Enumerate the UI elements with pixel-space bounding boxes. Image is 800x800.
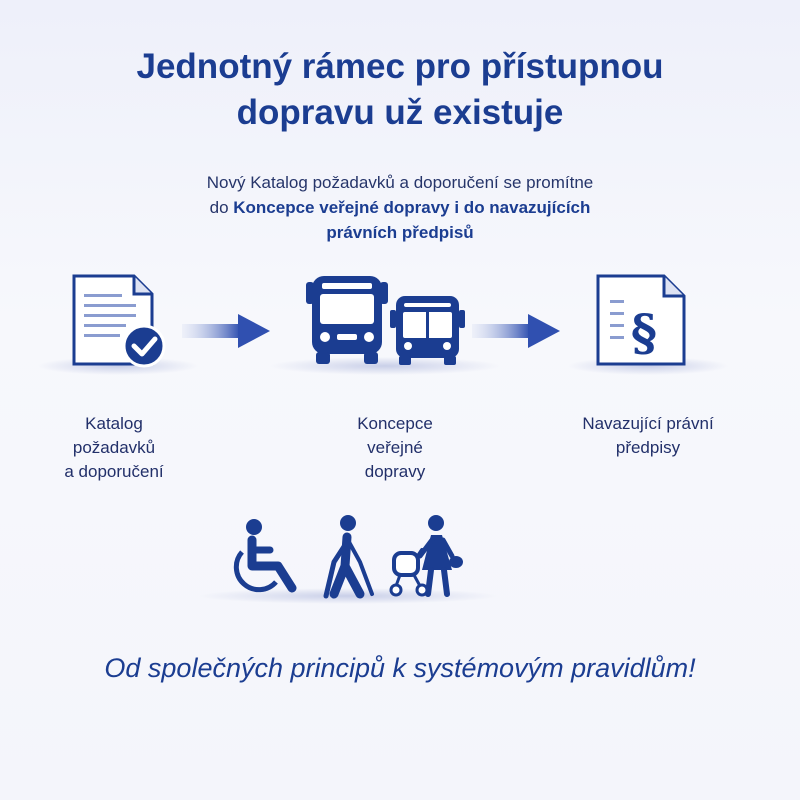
- parent-with-stroller-icon: [391, 515, 463, 595]
- subtitle-bold-2: právních předpisů: [326, 223, 474, 242]
- arrow-right-icon: [182, 314, 270, 348]
- blind-person-icon: [326, 515, 372, 596]
- arrow-right-icon: [472, 314, 560, 348]
- title-line-1: Jednotný rámec pro přístupnou: [136, 47, 664, 86]
- step-label-catalog: Katalog požadavků a doporučení: [64, 414, 164, 481]
- subtitle-bold-1: Koncepce veřejné dopravy i do navazujících: [233, 198, 591, 217]
- wheelchair-user-icon: [236, 519, 292, 590]
- title-line-2: dopravu už existuje: [236, 93, 564, 132]
- footer-slogan: Od společných principů k systémovým pravidlům!: [104, 653, 696, 683]
- subtitle-line-1: Nový Katalog požadavků a doporučení se promítne: [206, 173, 594, 192]
- checked-document-icon: [74, 276, 164, 366]
- subtitle-do: do: [209, 198, 229, 217]
- step-label-regulations: Navazující právní předpisy: [582, 414, 714, 457]
- law-document-icon: [598, 276, 684, 364]
- svg-text:§: §: [630, 303, 658, 362]
- step-label-concept: Koncepce veřejné dopravy: [357, 414, 433, 481]
- bus-icon: [306, 276, 465, 365]
